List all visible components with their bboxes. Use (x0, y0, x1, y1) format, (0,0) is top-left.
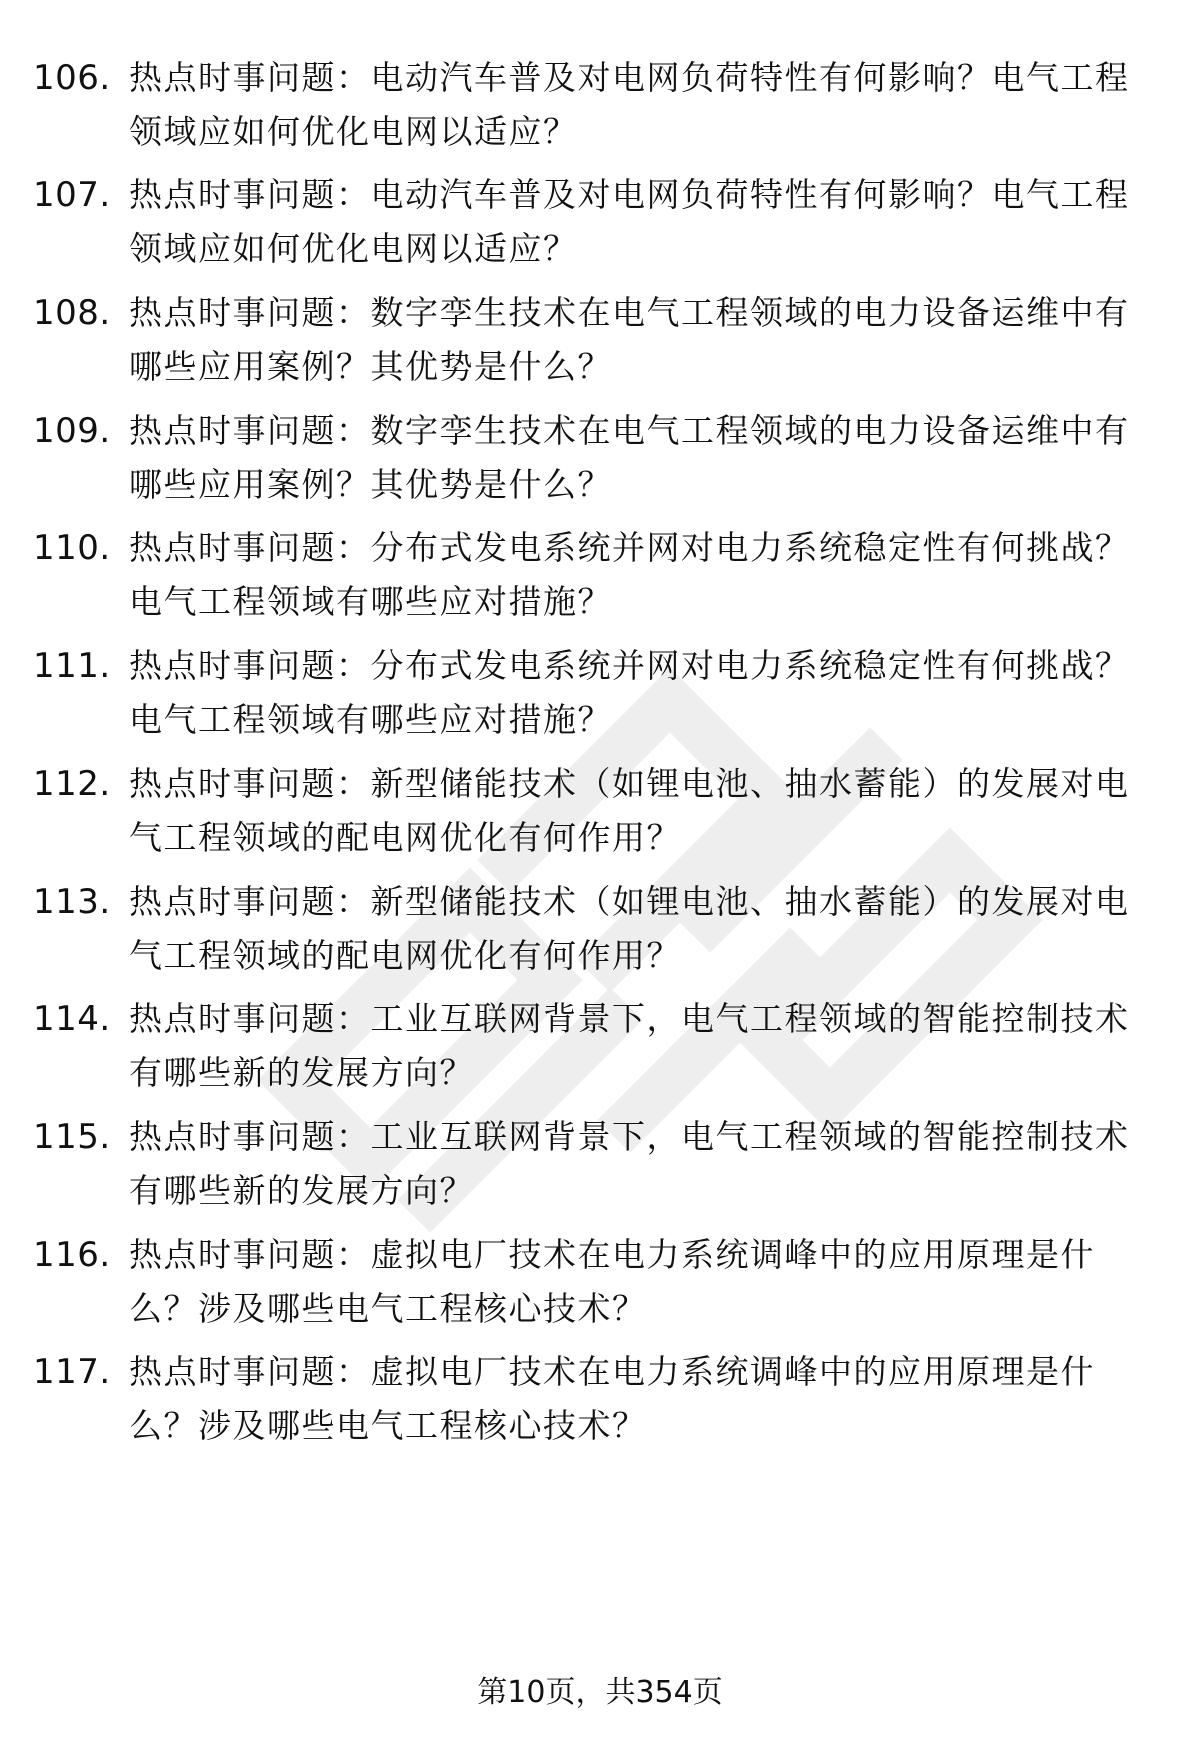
question-item (0, 51, 1200, 161)
question-text: 热点时事问题：分布式发电系统并网对电力系统稳定性有何挑战？电气工程领域有哪些应对措施？ (129, 528, 1130, 621)
question-item (0, 404, 1200, 514)
question-number: 114. (33, 999, 111, 1039)
question-number: 106. (33, 58, 111, 98)
question-text: 热点时事问题：新型储能技术（如锂电池、抽水蓄能）的发展对电气工程领域的配电网优化有何作用？ (129, 764, 1130, 857)
question-item (0, 286, 1200, 396)
question-item (0, 521, 1200, 631)
question-text: 热点时事问题：工业互联网背景下，电气工程领域的智能控制技术有哪些新的发展方向？ (129, 1117, 1130, 1210)
question-number: 111. (33, 646, 111, 686)
question-number: 108. (33, 293, 111, 333)
question-number: 117. (33, 1352, 111, 1392)
question-text: 热点时事问题：分布式发电系统并网对电力系统稳定性有何挑战？电气工程领域有哪些应对措施？ (129, 646, 1130, 739)
question-text: 热点时事问题：数字孪生技术在电气工程领域的电力设备运维中有哪些应用案例？其优势是什么？ (129, 293, 1130, 386)
question-text: 热点时事问题：虚拟电厂技术在电力系统调峰中的应用原理是什么？涉及哪些电气工程核心技术？ (129, 1352, 1095, 1445)
question-number: 110. (33, 528, 111, 568)
question-item (0, 1345, 1200, 1455)
question-item (0, 168, 1200, 278)
question-item (0, 1228, 1200, 1338)
question-text: 热点时事问题：工业互联网背景下，电气工程领域的智能控制技术有哪些新的发展方向？ (129, 999, 1130, 1092)
question-number: 116. (33, 1235, 111, 1275)
question-text: 热点时事问题：电动汽车普及对电网负荷特性有何影响？电气工程领域应如何优化电网以适应？ (129, 58, 1130, 151)
question-text: 热点时事问题：数字孪生技术在电气工程领域的电力设备运维中有哪些应用案例？其优势是什么？ (129, 411, 1130, 504)
question-number: 109. (33, 411, 111, 451)
page-indicator: 第10页，共354页 (477, 1675, 723, 1710)
question-text: 热点时事问题：新型储能技术（如锂电池、抽水蓄能）的发展对电气工程领域的配电网优化有何作用？ (129, 882, 1130, 975)
question-text: 热点时事问题：虚拟电厂技术在电力系统调峰中的应用原理是什么？涉及哪些电气工程核心技术？ (129, 1235, 1095, 1328)
question-number: 115. (33, 1117, 111, 1157)
question-number: 113. (33, 882, 111, 922)
question-item (0, 992, 1200, 1102)
question-number: 107. (33, 175, 111, 215)
question-item (0, 875, 1200, 985)
question-item (0, 639, 1200, 749)
question-text: 热点时事问题：电动汽车普及对电网负荷特性有何影响？电气工程领域应如何优化电网以适应？ (129, 175, 1130, 268)
question-item (0, 757, 1200, 867)
question-item (0, 1110, 1200, 1220)
question-number: 112. (33, 764, 111, 804)
